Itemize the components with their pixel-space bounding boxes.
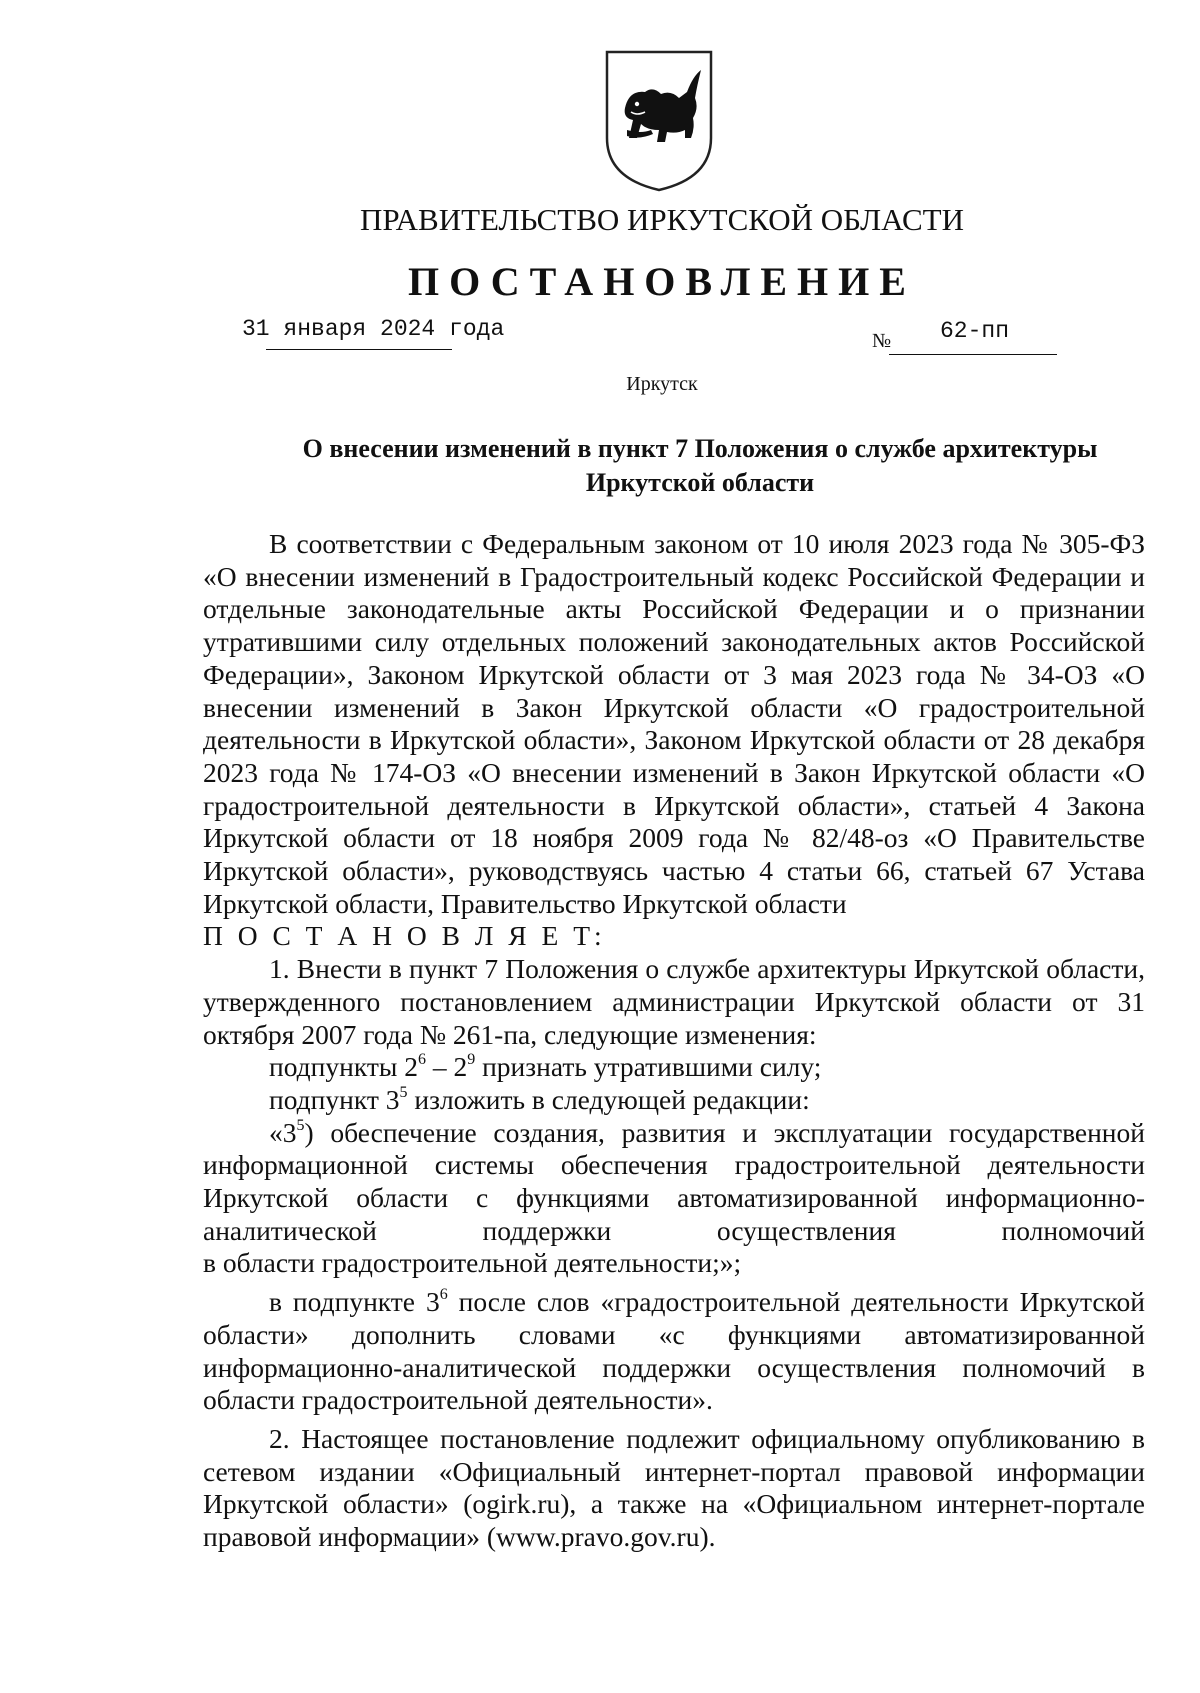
date-underline — [266, 349, 452, 350]
preamble-paragraph: В соответствии с Федеральным законом от 10 июля 2023 года № 305-ФЗ «О внесении изменений в Градостроительный кодекс Российской Федерации и отдельные законодательные акты Российской Федерации и о признании утратившими силу отдельных положений законодательных актов Российской Федерации», Законом Иркутской области от 3 мая 2023 года № 34-ОЗ «О внесении изменений в Закон Иркутской области «О градостроительной деятельности в Иркутской области», Законом Иркутской области от 28 декабря 2023 года № 174-ОЗ «О внесении изменений в Закон Иркутской области «О градостроительной деятельности в Иркутской области», статьей 4 Закона Иркутской области от 18 ноября 2009 года № 82/48-оз «О Правительстве Иркутской области», руководствуясь частью 4 статьи 66, статьей 67 Устава Иркутской области, Правительство Иркутской области — [203, 528, 1145, 919]
document-body — [203, 528, 1145, 1554]
item-2-paragraph: 2. Настоящее постановление подлежит официальному опубликованию в сетевом издании «Официальный интернет-портал правовой информации Иркутской области» (ogirk.ru), а также на «Официальном интернет-портале правовой информации» (www.pravo.gov.ru). — [203, 1422, 1145, 1553]
subitem-supplement: в подпункте $3^6$ после слов «градостроительной деятельности Иркутской области» дополнить словами «с функциями автоматизированной информационно-аналитической поддержки осуществления полномочий в области градостроительной деятельности». — [203, 1286, 1145, 1416]
title-line-1: О внесении изменений в пункт 7 Положения о службе архитектуры — [302, 434, 1098, 463]
subitem-restate: подпункт $3^5$ изложить в следующей редакции: — [269, 1083, 810, 1115]
subitem-repeal: подпункты $2^6 - 2^9$ признать утратившими силу; — [269, 1051, 822, 1083]
document-type: ПОСТАНОВЛЕНИЕ — [408, 259, 916, 304]
document-number: 62-пп — [940, 318, 1010, 344]
number-sign: № — [872, 330, 892, 352]
resolves-heading: П О С Т А Н О В Л Я Е Т: — [203, 920, 606, 952]
quote-line-5: в области градостроительной деятельности;»; — [203, 1247, 742, 1279]
document-date: 31 января 2024 года — [242, 316, 505, 342]
document-title — [250, 432, 1150, 500]
quote-line-2: информационной системы обеспечения градостроительной деятельности — [203, 1149, 1145, 1181]
item-1-paragraph: 1. Внести в пункт 7 Положения о службе архитектуры Иркутской области, утвержденного постановлением администрации Иркутской области от 31 октября 2007 года № 261-па, следующие изменения: — [203, 953, 1145, 1050]
quote-line-4: аналитической поддержки осуществления полномочий — [203, 1214, 1145, 1246]
title-line-2: Иркутской области — [585, 468, 815, 497]
number-underline — [889, 354, 1057, 355]
organization-name: ПРАВИТЕЛЬСТВО ИРКУТСКОЙ ОБЛАСТИ — [359, 202, 964, 237]
quoted-provision — [203, 1117, 1145, 1281]
document-city: Иркутск — [626, 373, 698, 395]
quote-line-3: Иркутской области с функциями автоматизированной информационно- — [203, 1182, 1145, 1214]
coat-of-arms-icon — [601, 46, 717, 194]
quote-line-1: «$3^5$) обеспечение создания, развития и эксплуатации государственной — [269, 1116, 1145, 1148]
